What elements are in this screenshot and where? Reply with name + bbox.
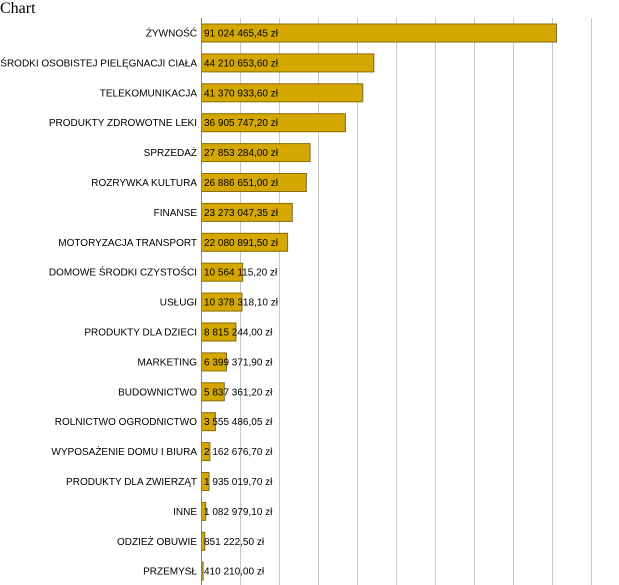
category-label-14: WYPOSAŻENIE DOMU I BIURA <box>51 447 197 459</box>
chart-category-labels <box>0 27 197 578</box>
value-label-17: 851 222,50 zł <box>204 536 265 548</box>
chart-gridlines <box>241 18 592 585</box>
value-label-9: 10 378 318,10 zł <box>204 297 278 309</box>
value-label-1: 44 210 653,60 zł <box>204 58 278 70</box>
category-label-8: DOMOWE ŚRODKI CZYSTOŚCI <box>48 267 197 279</box>
value-label-13: 3 555 486,05 zł <box>204 417 273 429</box>
value-label-16: 1 082 979,10 zł <box>204 506 273 518</box>
category-label-18: PRZEMYSŁ <box>143 566 197 578</box>
value-label-18: 410 210,00 zł <box>204 566 265 578</box>
value-label-8: 10 564 115,20 zł <box>204 267 278 279</box>
category-label-3: PRODUKTY ZDROWOTNE LEKI <box>48 118 197 130</box>
category-label-9: USŁUGI <box>159 297 197 309</box>
category-label-10: PRODUKTY DLA DZIECI <box>84 327 197 339</box>
category-label-15: PRODUKTY DLA ZWIERZĄT <box>66 477 197 488</box>
category-label-17: ODZIEŻ OBUWIE <box>117 536 197 548</box>
value-label-6: 23 273 047,35 zł <box>204 207 278 219</box>
horizontal-bar-chart <box>0 18 619 585</box>
category-label-2: TELEKOMUNIKACJA <box>99 88 197 100</box>
category-label-0: ŻYWNOŚĆ <box>145 28 197 40</box>
value-label-10: 8 815 244,00 zł <box>204 327 273 339</box>
value-label-0: 91 024 465,45 zł <box>204 28 278 40</box>
category-label-12: BUDOWNICTWO <box>118 387 197 399</box>
value-label-4: 27 853 284,00 zł <box>204 148 278 160</box>
value-label-2: 41 370 933,60 zł <box>204 88 278 100</box>
category-label-1: ŚRODKI OSOBISTEJ PIELĘGNACJI CIAŁA <box>0 58 197 70</box>
category-label-5: ROZRYWKA KULTURA <box>91 178 197 189</box>
value-label-14: 2 162 676,70 zł <box>204 447 273 459</box>
value-label-11: 6 399 371,90 zł <box>204 357 273 369</box>
category-label-6: FINANSE <box>153 207 197 219</box>
category-label-7: MOTORYZACJA TRANSPORT <box>58 237 197 249</box>
value-label-3: 36 905 747,20 zł <box>204 118 278 130</box>
category-label-13: ROLNICTWO OGRODNICTWO <box>54 417 197 429</box>
value-label-12: 5 837 361,20 zł <box>204 387 273 399</box>
value-label-5: 26 886 651,00 zł <box>204 178 278 189</box>
category-label-4: SPRZEDAŻ <box>143 148 197 160</box>
value-label-15: 1 935 019,70 zł <box>204 477 273 488</box>
value-label-7: 22 080 891,50 zł <box>204 237 278 249</box>
category-label-11: MARKETING <box>137 357 197 369</box>
category-label-16: INNE <box>173 506 197 518</box>
chart-value-labels <box>204 29 279 578</box>
